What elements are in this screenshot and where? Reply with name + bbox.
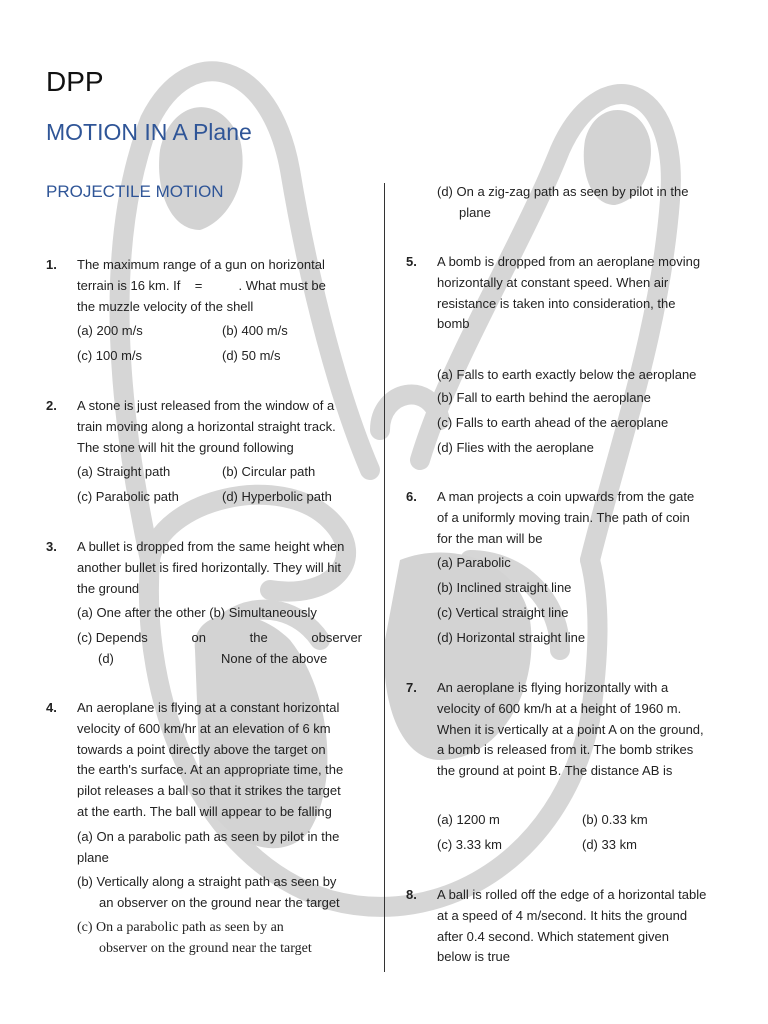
option-b: (b) 0.33 km [582, 811, 648, 827]
question-number: 3. [46, 539, 57, 554]
option-b: (b) Circular path [222, 464, 316, 480]
question-line: An aeroplane is flying horizontally with a [437, 680, 669, 695]
option-c: (c) Falls to earth ahead of the aeroplane [437, 414, 669, 430]
option-c-part: the [249, 630, 268, 646]
option-a: (a) On a parabolic path as seen by pilot in the [77, 828, 340, 844]
option-d: (d) Horizontal straight line [437, 629, 586, 645]
option-a: (a) Straight path [77, 464, 171, 480]
question-line: The maximum range of a gun on horizontal [77, 257, 325, 272]
question-6 [406, 487, 724, 649]
option-c: (c) Vertical straight line [437, 604, 569, 620]
option-c-cont: observer on the ground near the target [99, 940, 312, 956]
question-4-continued [406, 182, 724, 224]
question-line: velocity of 600 km/hr at an elevation of 6 km [77, 720, 331, 736]
section-heading: PROJECTILE MOTION [46, 182, 224, 201]
question-2 [46, 396, 362, 508]
question-line: pilot releases a ball so that it strikes the target [77, 783, 341, 799]
option-a: (a) Falls to earth exactly below the aeroplane [437, 367, 697, 383]
option-d: (d) On a zig-zag path as seen by pilot in the [437, 184, 689, 199]
question-line: velocity of 600 km/h at a height of 1960 m. [437, 700, 682, 716]
question-line: When it is vertically at a point A on the ground, [437, 721, 704, 737]
option-d: (d) Flies with the aeroplane [437, 439, 594, 455]
question-line: A man projects a coin upwards from the gate [437, 489, 695, 504]
question-4 [46, 698, 362, 959]
question-line: the ground at point B. The distance AB is [437, 763, 673, 779]
question-number: 7. [406, 680, 417, 695]
question-line: after 0.4 second. Which statement given [437, 928, 669, 944]
option-c-part: on [191, 630, 206, 646]
question-line: towards a point directly above the target on [77, 741, 326, 757]
option-b: (b) Inclined straight line [437, 580, 572, 596]
question-line: A ball is rolled off the edge of a horizontal table [437, 887, 707, 902]
question-line: for the man will be [437, 530, 543, 546]
option-d-text: None of the above [221, 650, 328, 666]
question-line: terrain is 16 km. If = . What must be [77, 277, 326, 293]
question-line: another bullet is fired horizontally. They will hit [77, 559, 341, 575]
option-d-label: (d) [98, 650, 114, 666]
question-line: bomb [437, 316, 470, 332]
option-a-b: (a) One after the other (b) Simultaneously [77, 605, 317, 621]
doc-label: DPP [46, 66, 104, 97]
option-c: (c) 100 m/s [77, 348, 143, 364]
question-line: below is true [437, 949, 510, 965]
option-d: (d) Hyperbolic path [222, 489, 332, 505]
question-line: A bomb is dropped from an aeroplane moving [437, 254, 701, 269]
option-b-cont: an observer on the ground near the target [99, 895, 340, 911]
option-a: (a) Parabolic [437, 555, 511, 571]
option-c: (c) On a parabolic path as seen by an [77, 919, 284, 935]
option-a: (a) 200 m/s [77, 323, 143, 339]
question-number: 5. [406, 254, 417, 269]
document-title: MOTION IN A Plane [46, 119, 252, 145]
question-line: the ground [77, 580, 140, 596]
option-b: (b) Fall to earth behind the aeroplane [437, 389, 651, 405]
option-a: (a) 1200 m [437, 811, 500, 827]
option-c-part: (c) Depends [77, 630, 148, 646]
option-b: (b) 400 m/s [222, 323, 288, 339]
question-number: 6. [406, 489, 417, 504]
question-line: of a uniformly moving train. The path of coin [437, 509, 690, 525]
question-line: The stone will hit the ground following [77, 439, 294, 455]
question-number: 8. [406, 887, 417, 902]
option-c: (c) Parabolic path [77, 489, 179, 505]
option-d: (d) 33 km [582, 836, 637, 852]
option-c-part: observer [311, 630, 362, 646]
question-number: 1. [46, 257, 57, 272]
option-d: (d) 50 m/s [222, 348, 281, 364]
question-number: 2. [46, 398, 57, 413]
question-1 [46, 255, 362, 367]
question-7 [406, 678, 724, 856]
question-line: the earth's surface. At an appropriate time, the [77, 762, 344, 778]
question-line: An aeroplane is flying at a constant horizontal [77, 700, 340, 715]
question-8 [406, 885, 724, 968]
question-line: at the earth. The ball will appear to be falling [77, 803, 332, 819]
question-line: a bomb is released from it. The bomb strikes [437, 742, 694, 758]
question-line: A bullet is dropped from the same height when [77, 539, 345, 554]
question-line: horizontally at constant speed. When air [437, 274, 669, 290]
option-a-cont: plane [77, 849, 109, 865]
question-number: 4. [46, 700, 57, 715]
question-5 [406, 252, 724, 458]
option-d-cont: plane [459, 204, 491, 220]
question-line: at a speed of 4 m/second. It hits the ground [437, 907, 688, 923]
option-b: (b) Vertically along a straight path as seen by [77, 874, 337, 890]
question-line: the muzzle velocity of the shell [77, 298, 254, 314]
question-line: A stone is just released from the window of a [77, 398, 335, 413]
question-3 [46, 537, 362, 670]
question-line: resistance is taken into consideration, the [437, 295, 676, 311]
option-c: (c) 3.33 km [437, 836, 503, 852]
question-line: train moving along a horizontal straight track. [77, 418, 336, 434]
column-divider [384, 183, 385, 972]
